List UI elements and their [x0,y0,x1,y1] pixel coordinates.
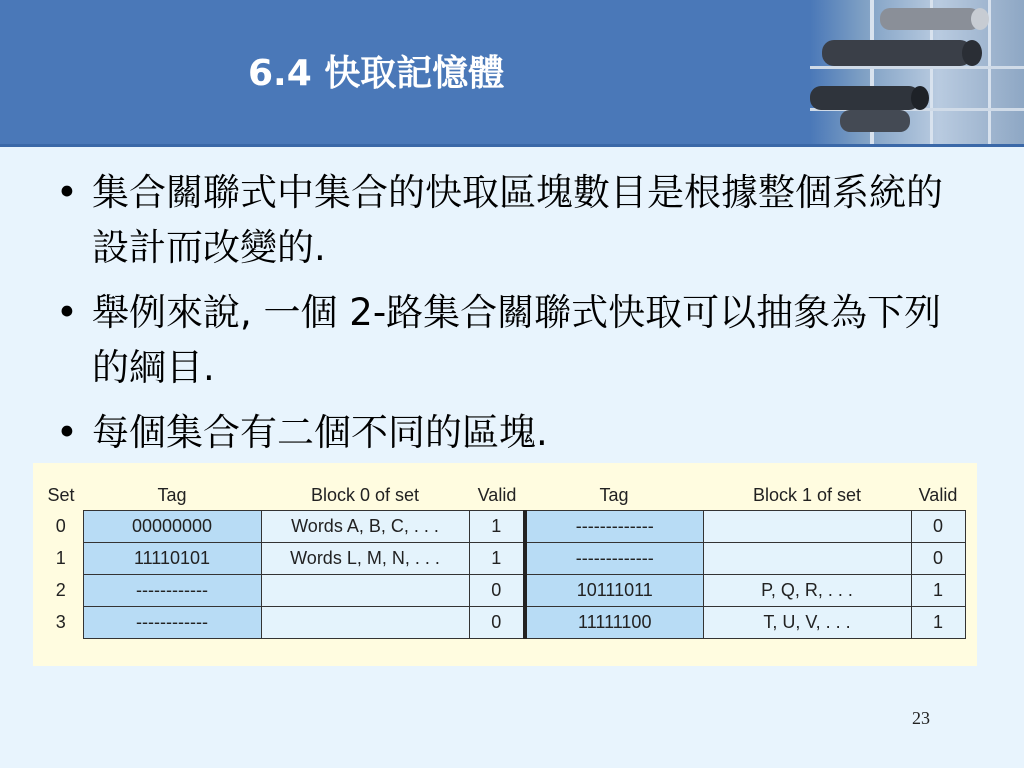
table-row [39,607,965,639]
valid-cell: 0 [911,511,965,543]
header-set: Set [39,480,83,511]
bullet-dot-icon: • [56,411,78,454]
bullet-item [56,405,956,460]
valid-cell: 0 [469,575,525,607]
bullet-text: 舉例來說, 一個 2-路集合關聯式快取可以抽象為下列的綱目. [92,291,942,389]
block-cell [703,511,911,543]
header-block-0: Block 0 of set [261,480,469,511]
block-cell [261,575,469,607]
slide-title: 6.4 快取記憶體 [248,53,505,94]
valid-cell: 1 [911,575,965,607]
header-valid-0: Valid [469,480,525,511]
block-cell [261,607,469,639]
tag-cell: 11110101 [83,543,261,575]
tag-cell: 11111100 [525,607,703,639]
set-index: 0 [39,511,83,543]
header-tag-0: Tag [83,480,261,511]
tag-cell: ------------- [525,511,703,543]
pipes-image [810,0,1024,147]
tag-cell: ------------- [525,543,703,575]
block-cell: P, Q, R, . . . [703,575,911,607]
block-cell: T, U, V, . . . [703,607,911,639]
valid-cell: 0 [911,543,965,575]
tag-cell: ------------ [83,575,261,607]
bullet-text: 集合關聯式中集合的快取區塊數目是根據整個系統的設計而改變的. [92,171,943,269]
cache-table-panel [33,463,977,666]
header-valid-1: Valid [911,480,965,511]
header-photo [810,0,1024,147]
valid-cell: 1 [469,511,525,543]
bullet-text: 每個集合有二個不同的區塊. [92,411,548,454]
bullet-dot-icon: • [56,171,78,214]
bullet-list [56,165,956,470]
set-index: 1 [39,543,83,575]
bullet-dot-icon: • [56,291,78,334]
page-number: 23 [912,708,930,728]
valid-cell: 0 [469,607,525,639]
set-index: 3 [39,607,83,639]
tag-cell: 10111011 [525,575,703,607]
cache-table [39,480,966,639]
header-divider [0,144,1024,147]
bullet-item [56,165,956,275]
table-row [39,543,965,575]
header-block-1: Block 1 of set [703,480,911,511]
header-tag-1: Tag [525,480,703,511]
table-header-row [39,480,965,511]
set-index: 2 [39,575,83,607]
slide-header [0,0,1024,147]
tag-cell: ------------ [83,607,261,639]
block-cell: Words A, B, C, . . . [261,511,469,543]
bullet-item [56,285,956,395]
valid-cell: 1 [911,607,965,639]
table-row [39,511,965,543]
table-row [39,575,965,607]
valid-cell: 1 [469,543,525,575]
block-cell [703,543,911,575]
block-cell: Words L, M, N, . . . [261,543,469,575]
tag-cell: 00000000 [83,511,261,543]
